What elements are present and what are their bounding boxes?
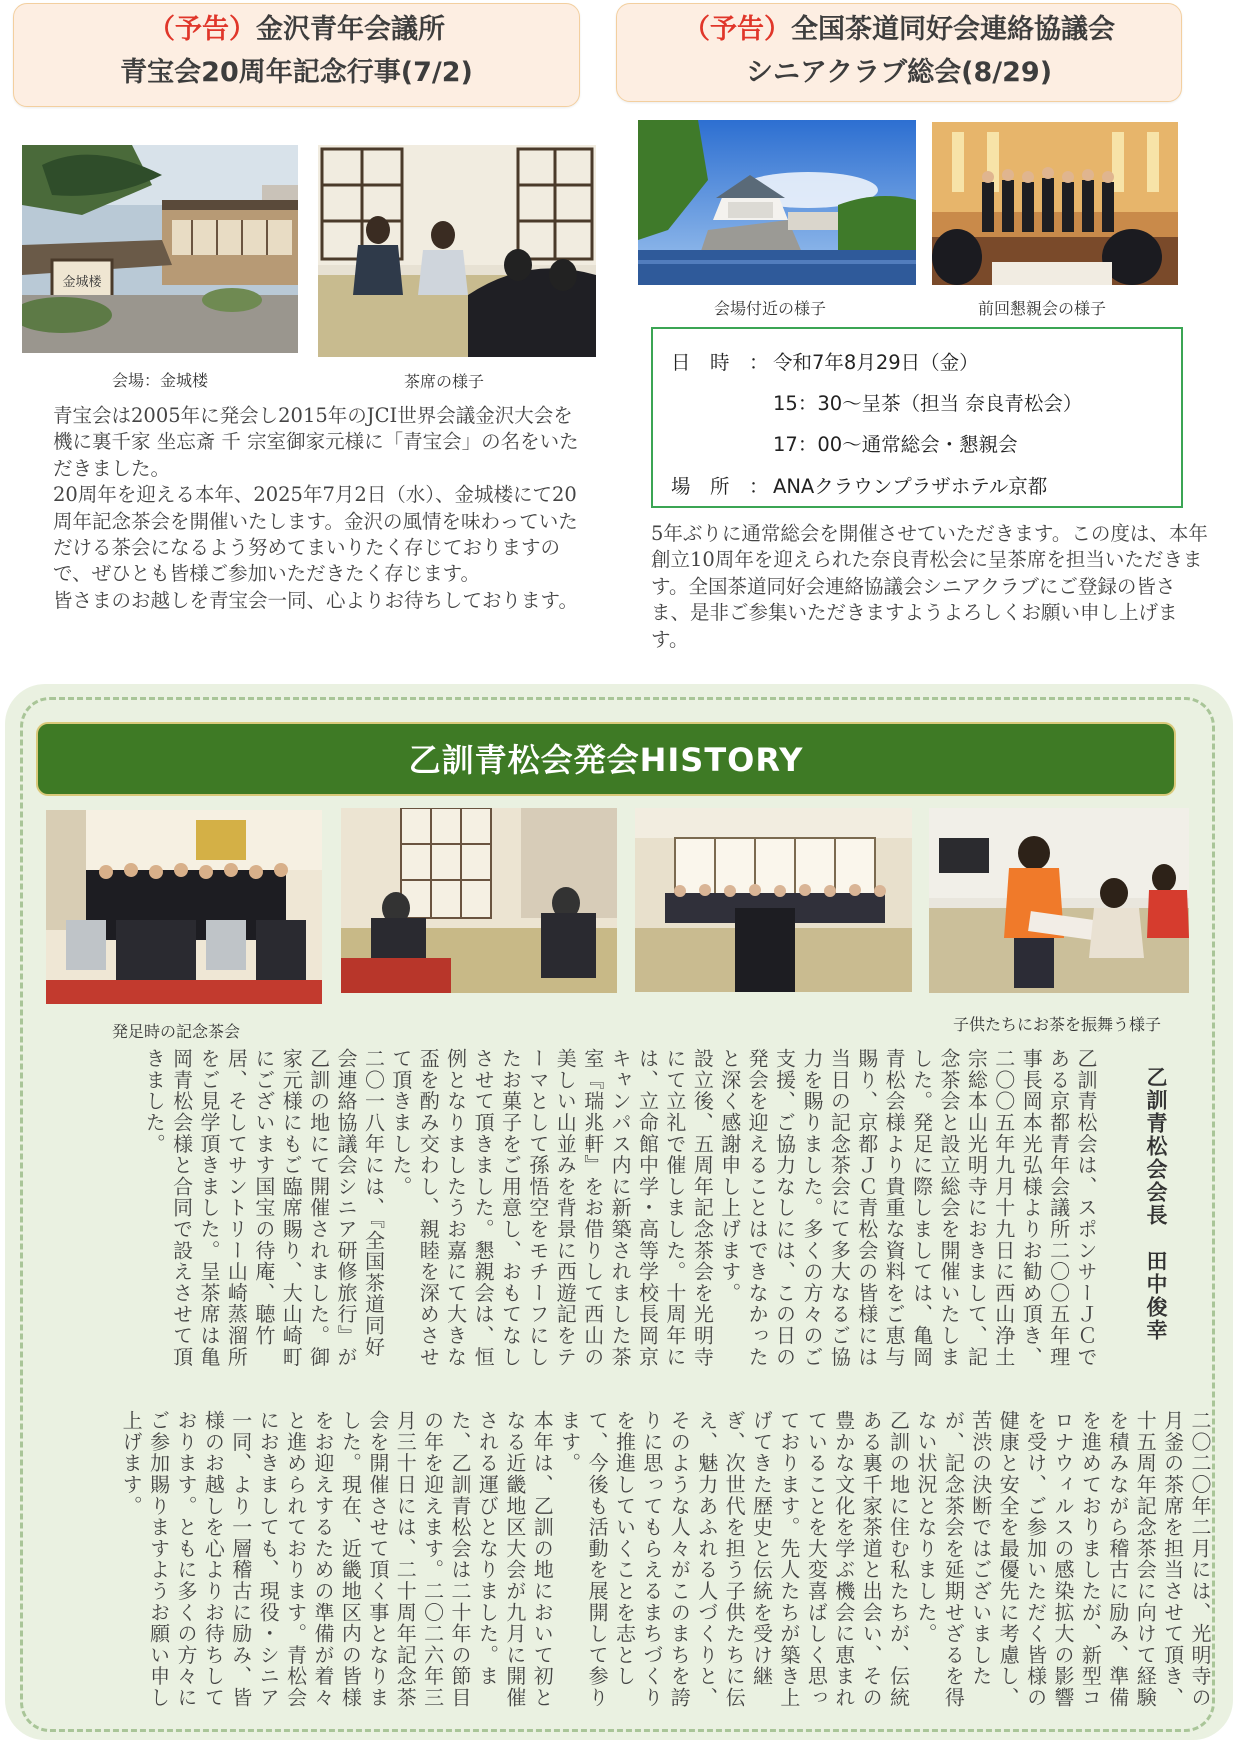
history-paragraph: 乙訓青松会は、スポンサーＪＣである京都青年会議所二〇〇五年理事長岡本光弘様よりお勧め頂き、二〇〇五年九月十九日に西山浄土宗総本山光明寺におきまして、記念茶会と設立総会を開催いたしました。発足に際しましては、亀岡青松会様より貴重な資料をご恵与賜り、京都ＪＣ青松会の皆様には当日の記念茶会にて多大なるご協力を賜りました。多くの方々のご支援、ご協力なしには、この日の発会を迎えることはできなかったと深く感謝申し上げます。 bbox=[717, 1048, 1098, 1368]
info-place-value: ANAクラウンプラザホテル京都 bbox=[773, 475, 1048, 498]
tea-gathering-photo-3 bbox=[635, 808, 912, 992]
left-body-paragraph: 皆さまのお越しを青宝会一同、心よりお待ちしております。 bbox=[53, 588, 578, 612]
founding-tea-party-photo bbox=[46, 810, 322, 1004]
children-tea-photo bbox=[929, 808, 1189, 993]
history-paragraph: 設立後、五周年記念茶会を光明寺にて立礼で催しました。十周年には、立命館中学・高等学校長岡京キャンパス内に新築されました茶室『瑞兆軒』をお借りして西山の美しい山並みを背景に西遊記をテーマとして孫悟空をモチーフにしたお菓子をご用意し、おもてなしさせて頂きました。懇親会は、恒例となりましたうお嘉にて大きな盃を酌み交わし、親睦を深めさせて頂きました。 bbox=[388, 1048, 715, 1368]
caption-children: 子供たちにお茶を振舞う様子 bbox=[953, 1015, 1162, 1034]
info-date-value: 令和7年8月29日（金） bbox=[773, 351, 979, 374]
history-lower-text bbox=[33, 1410, 1213, 1727]
left-notice-body bbox=[53, 403, 583, 614]
info-place-label: 場 所 ： bbox=[671, 475, 769, 498]
caption-venue: 会場：金城楼 bbox=[112, 371, 209, 390]
venue-area-photo bbox=[638, 120, 916, 285]
left-notice-banner bbox=[13, 3, 580, 107]
info-date-label: 日 時 ： bbox=[671, 351, 769, 374]
venue-sign-text: 金城楼 bbox=[62, 275, 102, 290]
history-upper-text bbox=[56, 1048, 1099, 1374]
left-notice-title-line1: （予告）金沢青年会議所 bbox=[148, 14, 445, 45]
right-notice-banner bbox=[616, 3, 1182, 102]
right-notice-prefix: （予告） bbox=[683, 14, 791, 45]
tea-room-photo-2 bbox=[341, 808, 617, 993]
left-notice-title-line2: 青宝会20周年記念行事(7/2) bbox=[120, 57, 473, 88]
history-paragraph: 二〇二〇年二月には、光明寺の月釜の茶席を担当させて頂き、十五周年記念茶会に向けて経験を積みながら稽古に励み、準備を進めておりましたが、新型コロナウィルスの感染拡大の影響を受け、ご参加いただく皆様の健康と安全を最優先に考慮し、苦渋の決断ではございましたが、記念茶会を延期せざるを得ない状況となりました。 bbox=[913, 1410, 1212, 1709]
tea-ceremony-photo bbox=[318, 145, 596, 357]
right-notice-title-line2: シニアクラブ総会(8/29) bbox=[745, 57, 1053, 88]
right-notice-body: 5年ぶりに通常総会を開催させていただきます。この度は、本年創立10周年を迎えられた奈良青松会に呈茶席を担当いただきます。全国茶道同好会連絡協議会シニアクラブにご登録の皆さま、是非ご参集いただきますようよろしくお願い申し上げます。 bbox=[651, 522, 1208, 651]
event-info-box bbox=[651, 327, 1183, 508]
left-notice-prefix: （予告） bbox=[148, 14, 256, 45]
info-time-meeting: 17：00〜通常総会・懇親会 bbox=[773, 433, 1018, 456]
caption-tea-seat: 茶席の様子 bbox=[404, 372, 485, 391]
caption-previous-party: 前回懇親会の様子 bbox=[978, 299, 1107, 318]
info-time-tea: 15：30〜呈茶（担当 奈良青松会） bbox=[773, 392, 1083, 415]
party-photo bbox=[932, 122, 1178, 285]
left-body-paragraph: 青宝会は2005年に発会し2015年のJCI世界会議金沢大会を機に裏千家 坐忘斎 千 宗室御家元様に「青宝会」の名をいただきました。 bbox=[53, 404, 579, 480]
left-body-paragraph: 20周年を迎える本年、2025年7月2日（水）、金城楼にて20周年記念茶会を開催いたします。金沢の風情を味わっていただける茶会になるよう努めてまいりたく存じておりますので、ぜひとも皆様ご参加いただきたく存じます。 bbox=[53, 483, 578, 586]
history-paragraph: 乙訓の地に住む私たちが、伝統ある裏千家茶道と出会い、その豊かな文化を学ぶ機会に恵まれていることを大変喜ばしく思っております。先人たちが築き上げてきた歴史と伝統を受け継ぎ、次世代を担う子供たちに伝え、魅力あふれる人づくりと、そのような人々がこのまちを誇りに思ってもらえるまちづくりを推進していくことを志として、今後も活動を展開して参ります。 bbox=[557, 1410, 911, 1709]
caption-venue-area: 会場付近の様子 bbox=[714, 299, 827, 318]
history-author: 乙訓青松会会長 田中俊幸 bbox=[1144, 1066, 1169, 1342]
venue-kinjoro-photo bbox=[22, 145, 298, 353]
right-notice-title-line1: （予告）全国茶道同好会連絡協議会 bbox=[683, 14, 1115, 45]
history-title: 乙訓青松会発会HISTORY bbox=[36, 722, 1176, 796]
history-paragraph: 二〇一八年には、『全国茶道同好会連絡協議会シニア研修旅行』が乙訓の地にて開催されました。御家元様にもご臨席賜り、大山崎町にございます国宝の待庵、聴竹居、そしてサントリー山崎蒸溜所をご見学頂きました。呈茶席は亀岡青松会様と合同で設えさせて頂きました。 bbox=[142, 1048, 386, 1368]
caption-founding: 発足時の記念茶会 bbox=[112, 1022, 241, 1041]
history-paragraph: 本年は、乙訓の地において初となる近畿地区大会が九月に開催される運びとなりました。また、乙訓青松会は二十年の節目の年を迎えます。二〇二六年三月三十日には、二十周年記念茶会を開催させて頂く事となりました。現在、近畿地区内の皆様をお迎えするための準備が着々と進められております。青松会におきましても、現役・シニア一同、より一層稽古に励み、皆様のお越しを心よりお待ちしております。ともに多くの方々にご参加賜りますようお願い申し上げます。 bbox=[119, 1410, 555, 1709]
